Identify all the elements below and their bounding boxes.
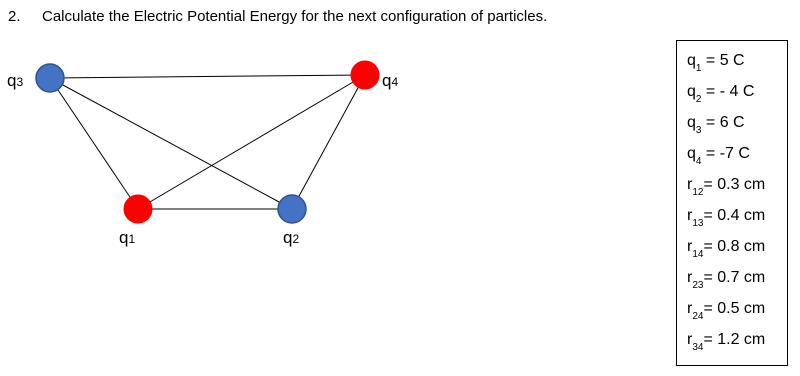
given-symbol: r (687, 238, 693, 255)
given-value: = - 4 C (701, 83, 755, 100)
given-subscript: 14 (692, 249, 704, 260)
given-q4 (687, 144, 787, 175)
given-value: = 1.2 cm (703, 331, 766, 348)
label-q1: q1 (119, 228, 136, 247)
given-q1 (687, 51, 787, 82)
given-symbol: r (687, 331, 693, 348)
given-subscript: 24 (692, 311, 704, 322)
given-symbol: r (687, 300, 693, 317)
given-symbol: r (687, 269, 693, 286)
given-q3 (687, 113, 787, 144)
particle-q3 (36, 64, 64, 92)
given-value: = 0.5 cm (703, 300, 766, 317)
given-r13 (687, 206, 787, 237)
given-subscript: 3 (695, 125, 702, 136)
given-symbol: q (687, 114, 696, 131)
given-symbol: r (687, 176, 693, 193)
given-symbol: q (687, 145, 696, 162)
given-value: = 0.4 cm (703, 207, 766, 224)
given-value: = -7 C (701, 145, 750, 162)
given-value: = 6 C (701, 114, 745, 131)
given-subscript: 2 (695, 94, 702, 105)
question-number: 2. (8, 8, 21, 25)
given-r24 (687, 299, 787, 330)
given-value: = 5 C (701, 52, 745, 69)
particles (36, 61, 379, 223)
given-value: = 0.3 cm (703, 176, 766, 193)
connection-line-q2-q4 (292, 75, 365, 209)
particle-labels (7, 71, 398, 247)
given-r12 (687, 175, 787, 206)
particle-q4 (351, 61, 379, 89)
given-subscript: 12 (692, 187, 704, 198)
connection-lines (50, 75, 365, 209)
connection-line-q1-q4 (138, 75, 365, 209)
particle-q1 (124, 195, 152, 223)
given-values-list (687, 51, 787, 361)
given-symbol: r (687, 207, 693, 224)
connection-line-q1-q3 (50, 78, 138, 209)
given-subscript: 4 (695, 156, 702, 167)
given-r23 (687, 268, 787, 299)
given-value: = 0.7 cm (703, 269, 766, 286)
given-subscript: 23 (692, 280, 704, 291)
given-subscript: 1 (695, 63, 702, 74)
given-symbol: q (687, 83, 696, 100)
particle-q2 (278, 195, 306, 223)
label-q2: q2 (283, 228, 300, 247)
label-q3: q3 (7, 71, 24, 90)
given-values-box (676, 40, 788, 366)
given-q2 (687, 82, 787, 113)
given-subscript: 13 (692, 218, 704, 229)
given-value: = 0.8 cm (703, 238, 766, 255)
given-subscript: 34 (692, 342, 704, 353)
given-r14 (687, 237, 787, 268)
label-q4: q4 (382, 71, 399, 90)
connection-line-q3-q4 (50, 75, 365, 78)
given-symbol: q (687, 52, 696, 69)
given-r34 (687, 330, 787, 361)
question-statement: Calculate the Electric Potential Energy for the next configuration of particles. (42, 8, 548, 25)
